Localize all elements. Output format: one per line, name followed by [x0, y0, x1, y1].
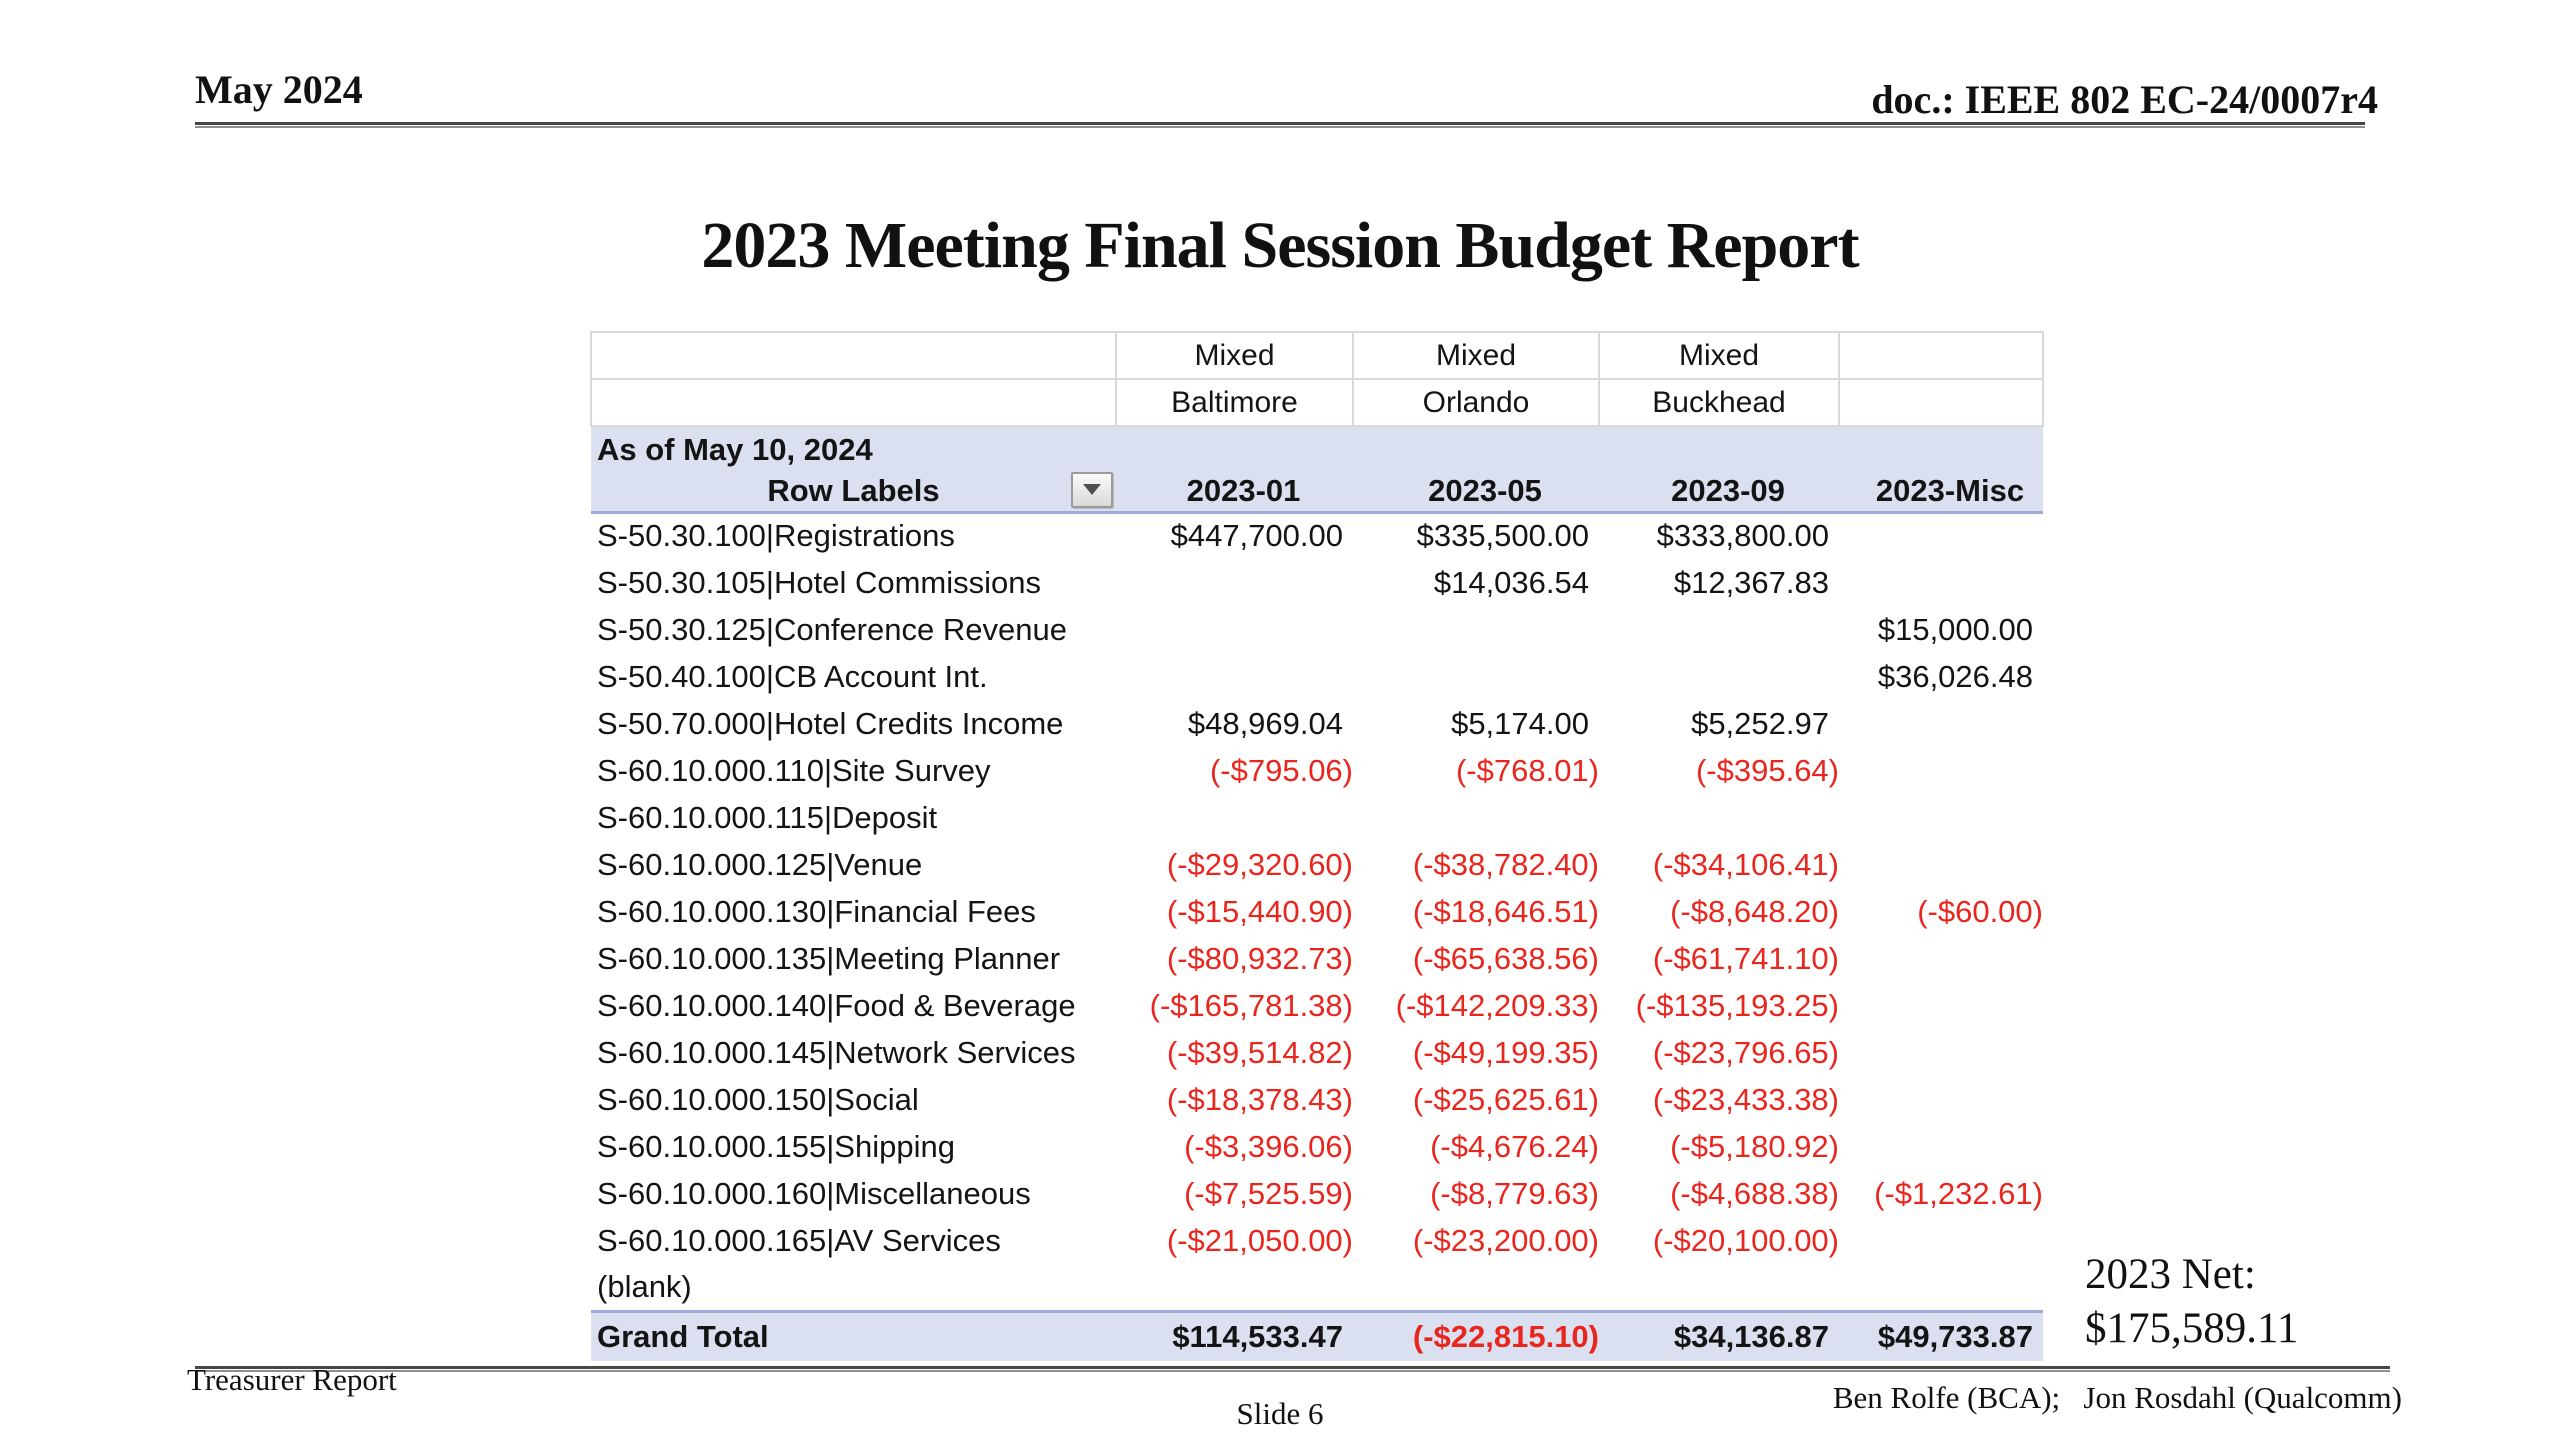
column-header: 2023-01	[1116, 472, 1353, 512]
footer-report-title: Treasurer Report	[187, 1362, 397, 1397]
row-value: (-$8,648.20)	[1670, 893, 1839, 929]
footer-rule	[195, 1366, 2390, 1372]
row-value: (-$768.01)	[1455, 752, 1599, 788]
net-label: 2023 Net:	[2085, 1251, 2256, 1298]
table-row-asof	[591, 426, 2043, 472]
row-value	[1116, 1264, 1353, 1311]
mixed-cell: Mixed	[1353, 332, 1599, 379]
grand-total-value: $49,733.87	[1839, 1311, 2043, 1361]
table-row	[591, 1029, 2043, 1076]
row-value	[1116, 653, 1353, 700]
header-date: May 2024	[195, 67, 363, 112]
empty-cell	[1839, 379, 2043, 426]
row-value	[1839, 841, 2043, 888]
empty-cell	[591, 332, 1116, 379]
row-label: S-60.10.000.140|Food & Beverage	[597, 987, 1076, 1023]
row-value: $15,000.00	[1877, 611, 2033, 647]
as-of-label: As of May 10, 2024	[597, 431, 873, 467]
city-cell: Orlando	[1353, 379, 1599, 426]
row-label: S-60.10.000.150|Social	[597, 1081, 919, 1117]
mixed-cell: Mixed	[1599, 332, 1839, 379]
row-value: (-$20,100.00)	[1652, 1222, 1839, 1258]
row-value	[1839, 512, 2043, 559]
row-value: (-$18,378.43)	[1166, 1081, 1353, 1117]
budget-table	[590, 331, 2044, 1361]
row-value: (-$39,514.82)	[1166, 1034, 1353, 1070]
row-value: (-$15,440.90)	[1166, 893, 1353, 929]
table-row	[591, 606, 2043, 653]
row-value: (-$165,781.38)	[1149, 987, 1353, 1023]
table-row-mixed	[591, 332, 2043, 379]
table-row	[591, 888, 2043, 935]
row-value: (-$80,932.73)	[1166, 940, 1353, 976]
row-value: $36,026.48	[1877, 658, 2033, 694]
table-row	[591, 982, 2043, 1029]
row-value: (-$135,193.25)	[1635, 987, 1839, 1023]
row-label: S-60.10.000.135|Meeting Planner	[597, 940, 1061, 976]
row-labels-header-cell	[591, 472, 1116, 512]
row-value: (-$5,180.92)	[1670, 1128, 1839, 1164]
row-value: $12,367.83	[1673, 564, 1829, 600]
net-amount: $175,589.11	[2085, 1305, 2299, 1352]
row-label: S-50.70.000|Hotel Credits Income	[597, 705, 1064, 741]
column-header: 2023-Misc	[1839, 472, 2043, 512]
grand-total-value: $34,136.87	[1599, 1311, 1839, 1361]
row-value: (-$65,638.56)	[1412, 940, 1599, 976]
row-value: $14,036.54	[1433, 564, 1589, 600]
row-value: (-$18,646.51)	[1412, 893, 1599, 929]
header-doc-number: doc.: IEEE 802 EC-24/0007r4	[1871, 77, 2378, 122]
empty-cell	[1839, 332, 2043, 379]
row-value: (-$38,782.40)	[1412, 846, 1599, 882]
row-value	[1839, 982, 2043, 1029]
row-value	[1116, 606, 1353, 653]
city-cell: Baltimore	[1116, 379, 1353, 426]
table-row-cities	[591, 379, 2043, 426]
footer-slide-number: Slide 6	[1236, 1396, 1324, 1431]
row-value	[1839, 1076, 2043, 1123]
row-label: (blank)	[597, 1268, 692, 1304]
row-label: S-60.10.000.160|Miscellaneous	[597, 1175, 1031, 1211]
row-value: (-$49,199.35)	[1412, 1034, 1599, 1070]
column-header: 2023-09	[1599, 472, 1839, 512]
row-value	[1839, 1029, 2043, 1076]
empty-cell	[591, 379, 1116, 426]
row-value	[1839, 794, 2043, 841]
row-value: (-$795.06)	[1209, 752, 1353, 788]
table-row	[591, 1264, 2043, 1311]
row-value: (-$21,050.00)	[1166, 1222, 1353, 1258]
row-label: S-50.30.100|Registrations	[597, 518, 955, 554]
row-value: (-$61,741.10)	[1652, 940, 1839, 976]
row-value	[1839, 935, 2043, 982]
table-row	[591, 1217, 2043, 1264]
row-value	[1839, 747, 2043, 794]
footer-authors: Ben Rolfe (BCA); Jon Rosdahl (Qualcomm)	[1832, 1380, 2402, 1415]
row-value: $5,252.97	[1691, 705, 1829, 741]
table-row	[591, 700, 2043, 747]
row-value: (-$395.64)	[1695, 752, 1839, 788]
page-title: 2023 Meeting Final Session Budget Report	[701, 209, 1859, 282]
table-row-column-headers	[591, 472, 2043, 512]
row-value	[1839, 1217, 2043, 1264]
row-value	[1116, 559, 1353, 606]
row-value: (-$23,433.38)	[1652, 1081, 1839, 1117]
row-value	[1353, 606, 1599, 653]
row-value: (-$4,676.24)	[1430, 1128, 1599, 1164]
row-value	[1839, 700, 2043, 747]
row-value: (-$23,200.00)	[1412, 1222, 1599, 1258]
row-value	[1839, 1264, 2043, 1311]
row-label: S-50.30.125|Conference Revenue	[597, 611, 1067, 647]
chevron-down-icon	[1083, 484, 1101, 495]
row-label: S-60.10.000.130|Financial Fees	[597, 893, 1036, 929]
row-value	[1353, 653, 1599, 700]
table-row	[591, 794, 2043, 841]
city-cell: Buckhead	[1599, 379, 1839, 426]
row-value: (-$8,779.63)	[1430, 1175, 1599, 1211]
table-row	[591, 935, 2043, 982]
row-value: (-$29,320.60)	[1166, 846, 1353, 882]
header-rule	[195, 122, 2365, 128]
row-value	[1839, 1123, 2043, 1170]
row-value: $447,700.00	[1170, 518, 1343, 554]
row-value	[1353, 1264, 1599, 1311]
row-value	[1599, 606, 1839, 653]
grand-total-row	[591, 1311, 2043, 1361]
table-row	[591, 1170, 2043, 1217]
row-value	[1599, 653, 1839, 700]
grand-total-value: $114,533.47	[1116, 1311, 1353, 1361]
table-row	[591, 841, 2043, 888]
row-value	[1353, 794, 1599, 841]
table-row	[591, 747, 2043, 794]
row-value: (-$25,625.61)	[1412, 1081, 1599, 1117]
row-value: (-$3,396.06)	[1184, 1128, 1353, 1164]
table-body	[591, 512, 2043, 1311]
row-value	[1599, 1264, 1839, 1311]
row-value: (-$23,796.65)	[1652, 1034, 1839, 1070]
column-header: 2023-05	[1353, 472, 1599, 512]
net-summary	[2085, 1248, 2298, 1356]
row-value: (-$60.00)	[1917, 893, 2043, 929]
mixed-cell: Mixed	[1116, 332, 1353, 379]
table-row	[591, 1123, 2043, 1170]
grand-total-label: Grand Total	[591, 1311, 1116, 1361]
row-label: S-50.40.100|CB Account Int.	[597, 658, 988, 694]
table-row	[591, 512, 2043, 559]
row-value: (-$1,232.61)	[1874, 1175, 2043, 1211]
row-value	[1599, 794, 1839, 841]
row-value: (-$4,688.38)	[1670, 1175, 1839, 1211]
table-row	[591, 559, 2043, 606]
row-label: S-60.10.000.110|Site Survey	[597, 752, 991, 788]
row-value	[1116, 794, 1353, 841]
table-row	[591, 653, 2043, 700]
row-value	[1839, 559, 2043, 606]
row-value: $333,800.00	[1656, 518, 1829, 554]
row-value: (-$7,525.59)	[1184, 1175, 1353, 1211]
row-label: S-60.10.000.115|Deposit	[597, 799, 938, 835]
row-label: S-60.10.000.145|Network Services	[597, 1034, 1076, 1070]
row-label: S-60.10.000.155|Shipping	[597, 1128, 955, 1164]
row-value: (-$142,209.33)	[1395, 987, 1599, 1023]
table-row	[591, 1076, 2043, 1123]
grand-total-value: (-$22,815.10)	[1353, 1311, 1599, 1361]
row-label: S-50.30.105|Hotel Commissions	[597, 564, 1041, 600]
row-value: $48,969.04	[1187, 705, 1343, 741]
row-value: (-$34,106.41)	[1652, 846, 1839, 882]
row-label: S-60.10.000.165|AV Services	[597, 1222, 1001, 1258]
row-labels-header: Row Labels	[767, 473, 940, 509]
row-value: $335,500.00	[1416, 518, 1589, 554]
row-label: S-60.10.000.125|Venue	[597, 846, 923, 882]
filter-dropdown-button[interactable]	[1071, 472, 1113, 508]
row-value: $5,174.00	[1451, 705, 1589, 741]
